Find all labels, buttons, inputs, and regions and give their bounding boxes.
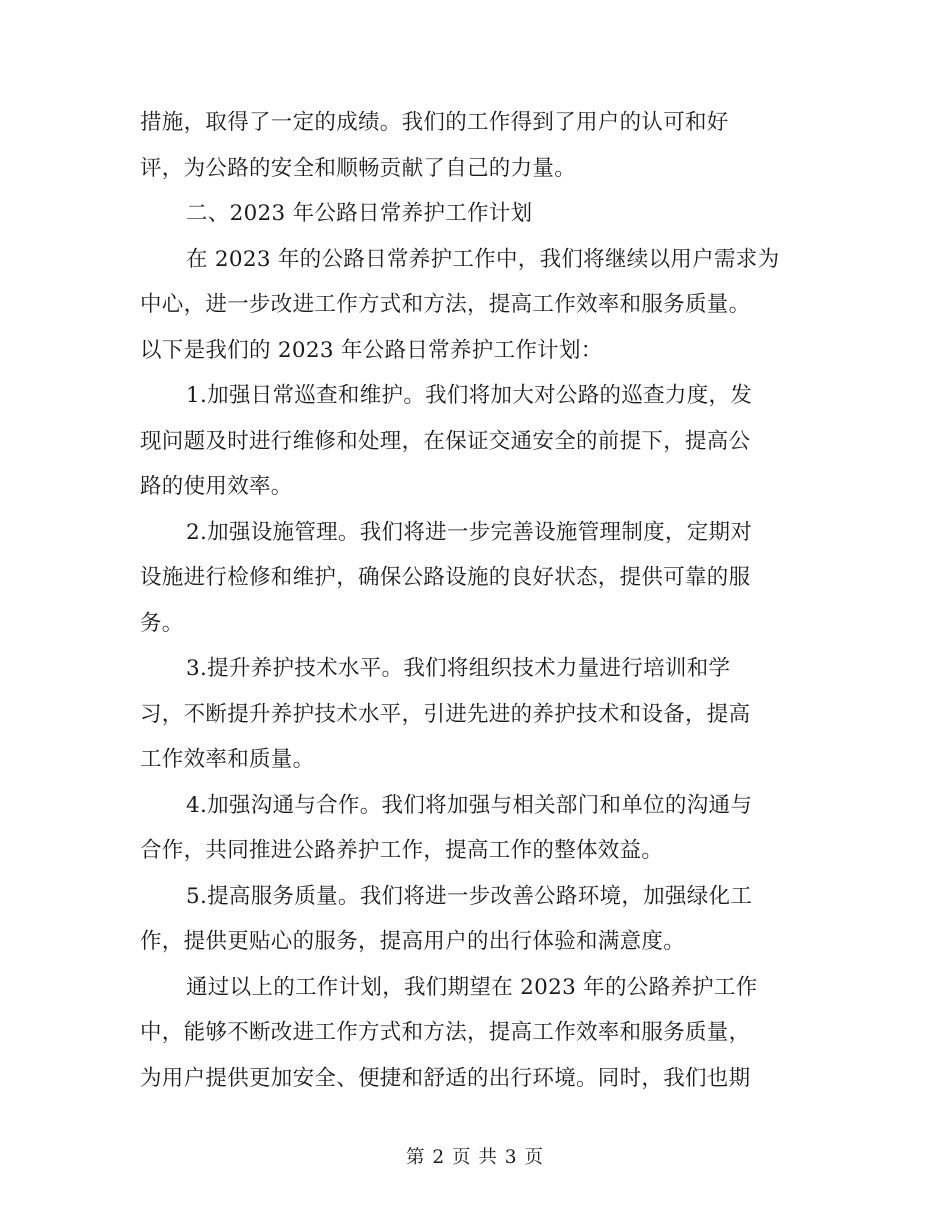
list-item-1-line: 路的使用效率。	[140, 474, 293, 499]
list-item-1-line: 1.加强日常巡查和维护。我们将加大对公路的巡查力度，发	[186, 383, 753, 408]
list-item-3-line: 3.提升养护技术水平。我们将组织技术力量进行培训和学	[186, 656, 731, 681]
list-item-5-line: 作，提供更贴心的服务，提高用户的出行体验和满意度。	[140, 929, 686, 954]
text-line: 措施，取得了一定的成绩。我们的工作得到了用户的认可和好	[140, 110, 729, 135]
page-number-footer: 第 2 页 共 3 页	[406, 1147, 544, 1168]
list-item-2-line: 务。	[140, 610, 184, 636]
list-item-5-line: 5.提高服务质量。我们将进一步改善公路环境，加强绿化工	[186, 883, 753, 909]
text-line: 中心，进一步改进工作方式和方法，提高工作效率和服务质量。	[140, 292, 751, 317]
list-item-4-line: 4.加强沟通与合作。我们将加强与相关部门和单位的沟通与	[186, 792, 753, 818]
text-line: 为用户提供更加安全、便捷和舒适的出行环境。同时，我们也期	[140, 1065, 751, 1091]
list-item-3-line: 工作效率和质量。	[140, 747, 315, 772]
list-item-3-line: 习，不断提升养护技术水平，引进先进的养护技术和设备，提高	[140, 701, 751, 727]
list-item-4-line: 合作，共同推进公路养护工作，提高工作的整体效益。	[140, 838, 664, 863]
list-item-2-line: 2.加强设施管理。我们将进一步完善设施管理制度，定期对	[186, 519, 753, 545]
text-line: 中，能够不断改进工作方式和方法，提高工作效率和服务质量，	[140, 1020, 751, 1045]
section-heading: 二、2023 年公路日常养护工作计划	[186, 201, 533, 226]
body-text	[140, 100, 805, 1101]
text-line: 在 2023 年的公路日常养护工作中，我们将继续以用户需求为	[186, 246, 780, 272]
text-line: 以下是我们的 2023 年公路日常养护工作计划：	[140, 337, 603, 363]
list-item-1-line: 现问题及时进行维修和处理，在保证交通安全的前提下，提高公	[140, 428, 751, 454]
text-line: 通过以上的工作计划，我们期望在 2023 年的公路养护工作	[186, 974, 758, 1000]
text-line: 评，为公路的安全和顺畅贡献了自己的力量。	[140, 155, 577, 181]
list-item-2-line: 设施进行检修和维护，确保公路设施的良好状态，提供可靠的服	[140, 565, 751, 590]
